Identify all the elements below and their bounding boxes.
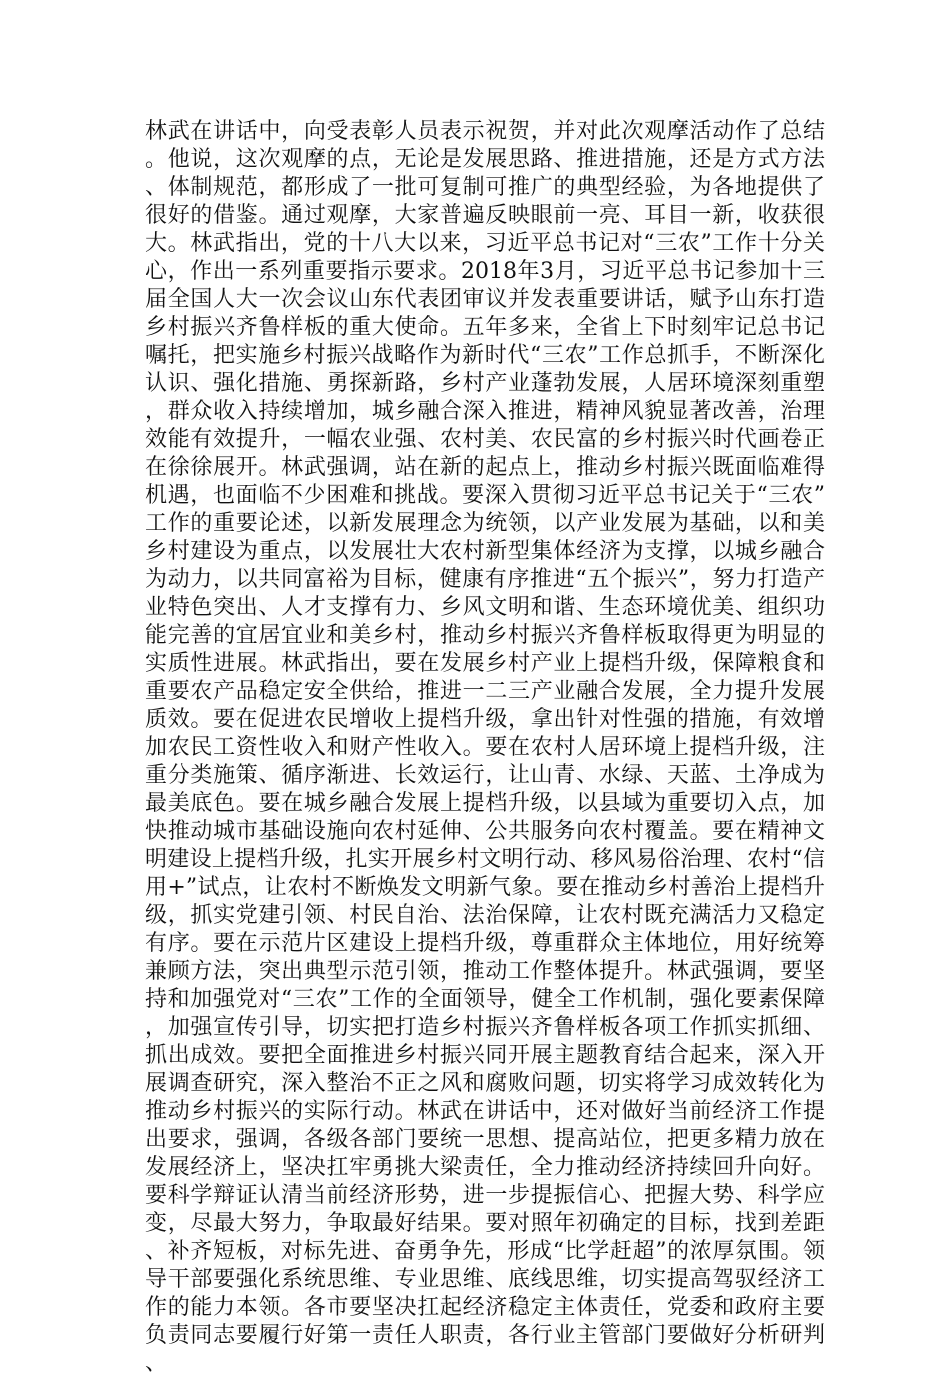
body-paragraph: 林武在讲话中，向受表彰人员表示祝贺，并对此次观摩活动作了总结。他说，这次观摩的点，无论是发展思路、推进措施，还是方式方法、体制规范，都形成了一批可复制可推广的典型经验，为各地提供了很好的借鉴。通过观摩，大家普遍反映眼前一亮、耳目一新，收获很大。林武指出，党的十八大以来，习近平总书记对“三农”工作十分关心，作出一系列重要指示要求。2018年3月，习近平总书记参加十三届全国人大一次会议山东代表团审议并发表重要讲话，赋予山东打造乡村振兴齐鲁样板的重大使命。五年多来，全省上下时刻牢记总书记嘱托，把实施乡村振兴战略作为新时代“三农”工作总抓手，不断深化认识、强化措施、勇探新路，乡村产业蓬勃发展，人居环境深刻重塑，群众收入持续增加，城乡融合深入推进，精神风貌显著改善，治理效能有效提升，一幅农业强、农村美、农民富的乡村振兴时代画卷正在徐徐展开。林武强调，站在新的起点上，推动乡村振兴既面临难得机遇，也面临不少困难和挑战。要深入贯彻习近平总书记关于“三农”工作的重要论述，以新发展理念为统领，以产业发展为基础，以和美乡村建设为重点，以发展壮大农村新型集体经济为支撑，以城乡融合为动力，以共同富裕为目标，健康有序推进“五个振兴”，努力打造产业特色突出、人才支撑有力、乡风文明和谐、生态环境优美、组织功能完善的宜居宜业和美乡村，推动乡村振兴齐鲁样板取得更为明显的实质性进展。林武指出，要在发展乡村产业上提档升级，保障粮食和重要农产品稳定安全供给，推进一二三产业融合发展，全力提升发展质效。要在促进农民增收上提档升级，拿出针对性强的措施，有效增加农民工资性收入和财产性收入。要在农村人居环境上提档升级，注重分类施策、循序渐进、长效运行，让山青、水绿、天蓝、土净成为最美底色。要在城乡融合发展上提档升级，以县域为重要切入点，加快推动城市基础设施向农村延伸、公共服务向农村覆盖。要在精神文明建设上提档升级，扎实开展乡村文明行动、移风易俗治理、农村“信用+”试点，让农村不断焕发文明新气象。要在推动乡村善治上提档升级，抓实党建引领、村民自治、法治保障，让农村既充满活力又稳定有序。要在示范片区建设上提档升级，尊重群众主体地位，用好统筹兼顾方法，突出典型示范引领，推动工作整体提升。林武强调，要坚持和加强党对“三农”工作的全面领导，健全工作机制，强化要素保障，加强宣传引导，切实把打造乡村振兴齐鲁样板各项工作抓实抓细、抓出成效。要把全面推进乡村振兴同开展主题教育结合起来，深入开展调查研究，深入整治不正之风和腐败问题，切实将学习成效转化为推动乡村振兴的实际行动。林武在讲话中，还对做好当前经济工作提出要求，强调，各级各部门要统一思想、提高站位，把更多精力放在发展经济上，坚决扛牢勇挑大梁责任，全力推动经济持续回升向好。要科学辩证认清当前经济形势，进一步提振信心、把握大势、科学应变，尽最大努力，争取最好结果。要对照年初确定的目标，找到差距、补齐短板，对标先进、奋勇争先，形成“比学赶超”的浓厚氛围。领导干部要强化系统思维、专业思维、底线思维，切实提高驾驭经济工作的能力本领。各市要坚决扛起经济稳定主体责任，党委和政府主要负责同志要履行好第一责任人职责，各行业主管部门要做好分析研判、	[145, 119, 825, 1376]
